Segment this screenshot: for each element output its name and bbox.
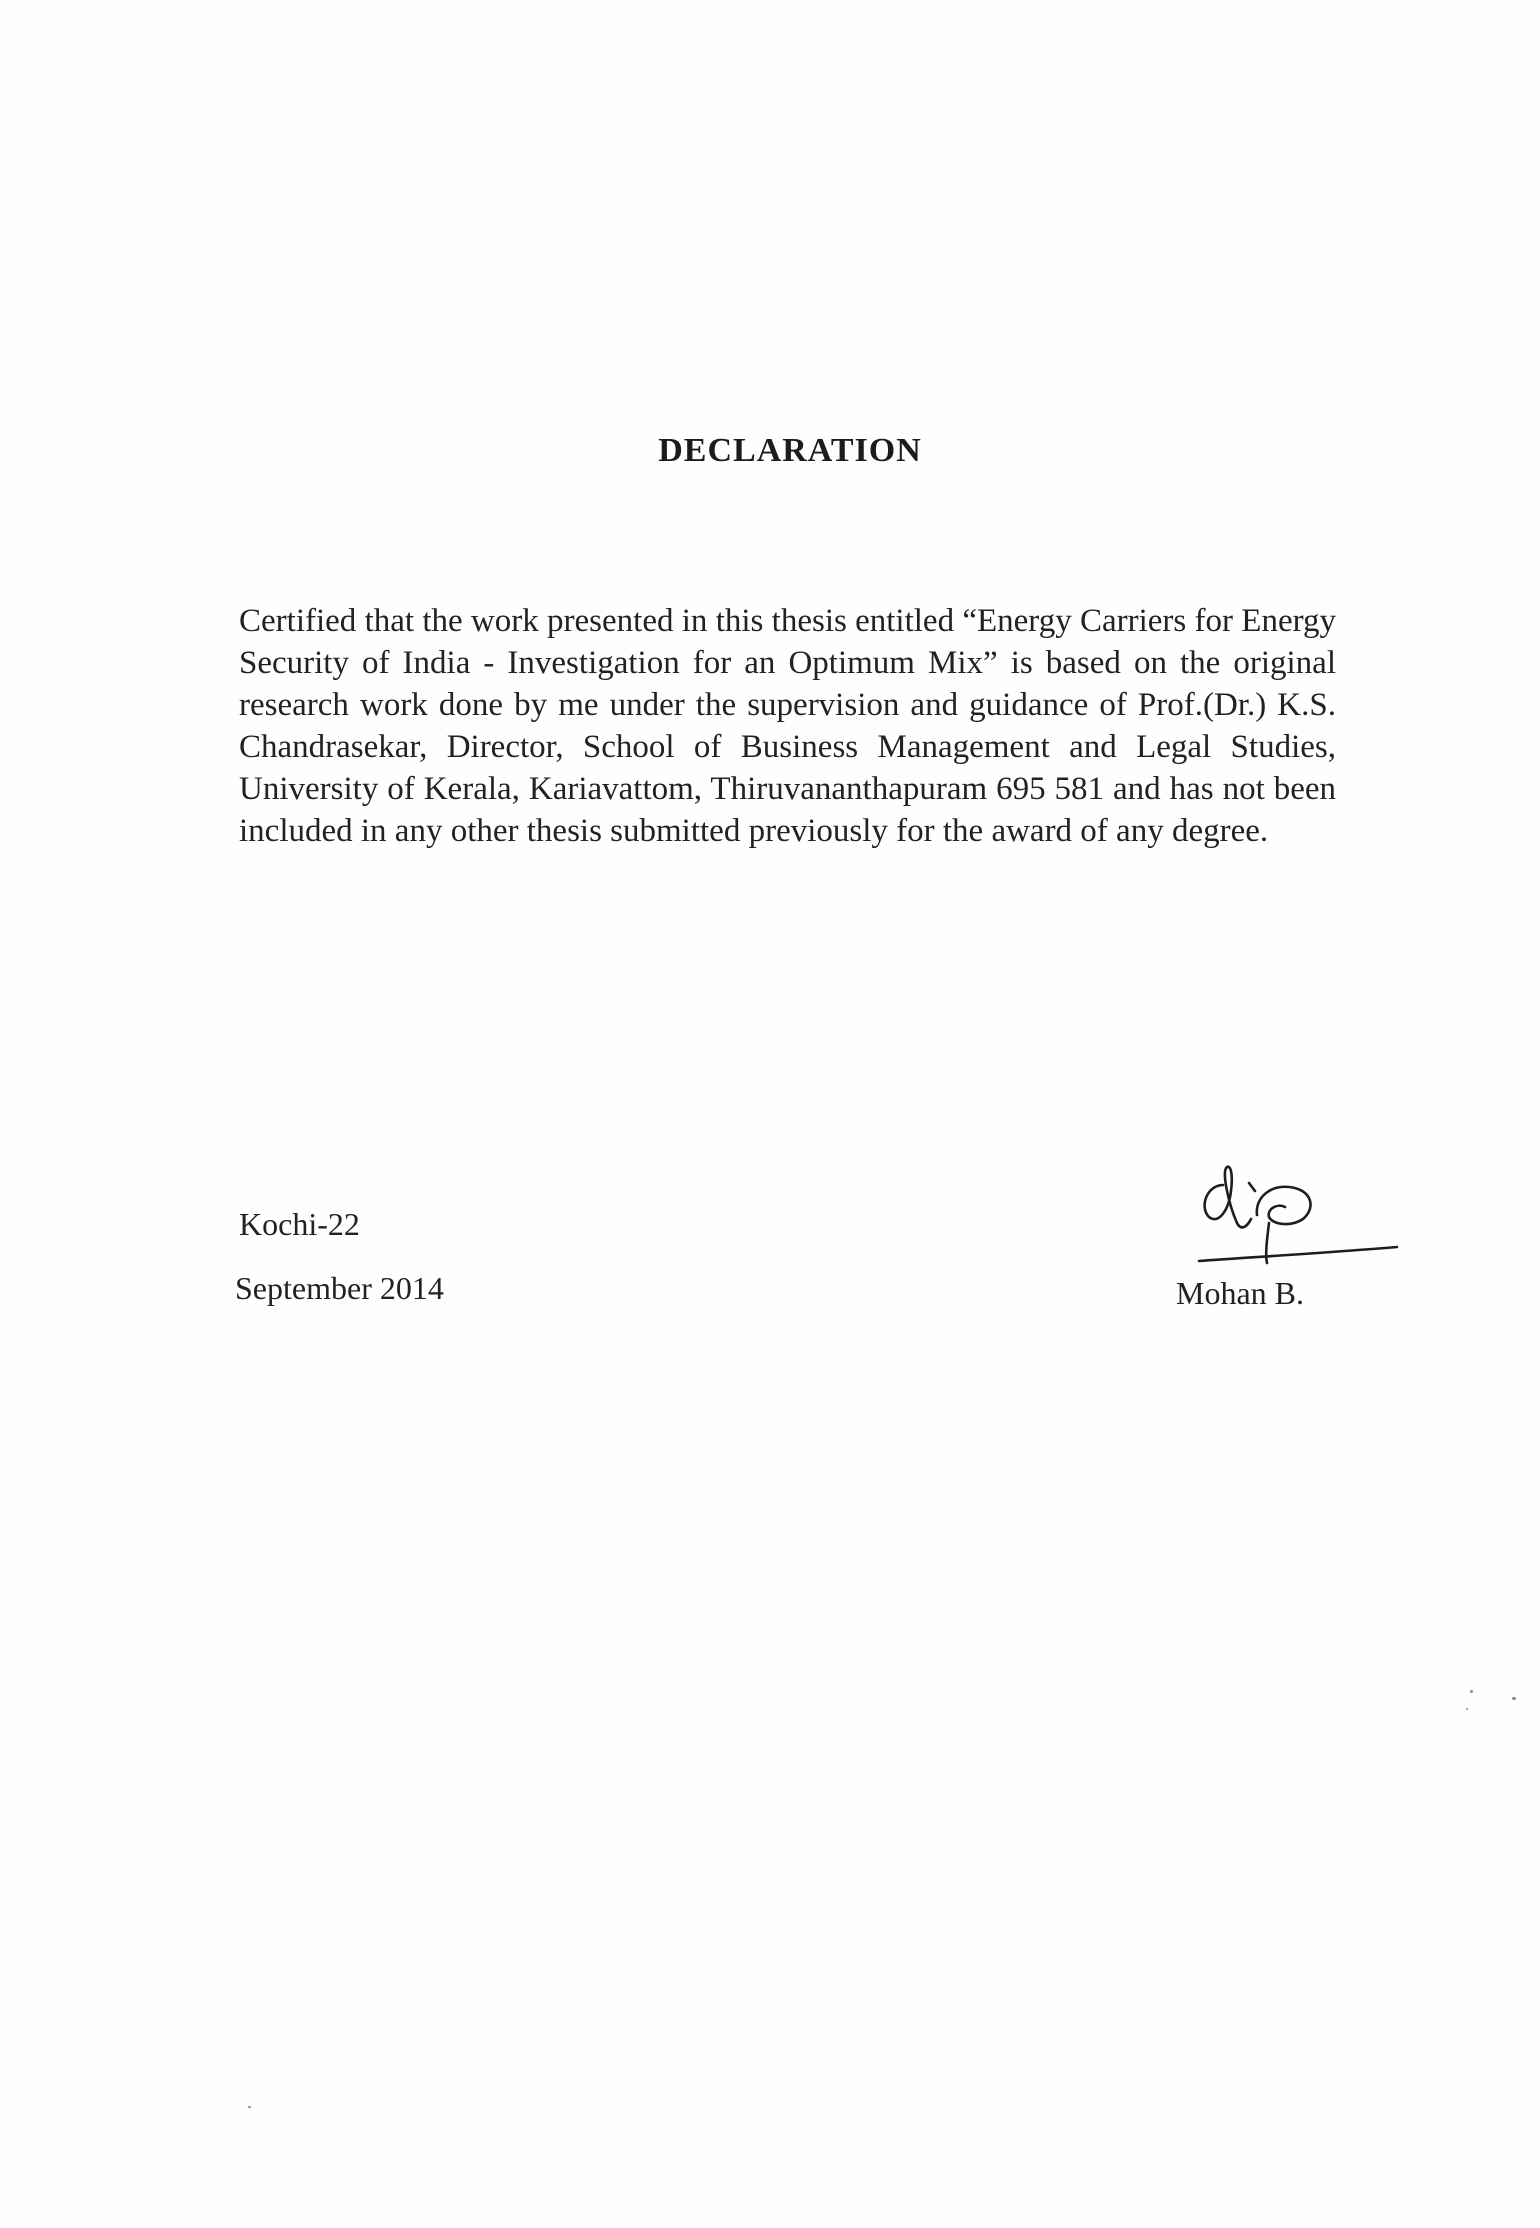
signature-image bbox=[1185, 1145, 1405, 1275]
scan-speck bbox=[1512, 1697, 1516, 1700]
date-text: September 2014 bbox=[235, 1270, 444, 1306]
signer-name: Mohan B. bbox=[1176, 1275, 1304, 1311]
scan-speck bbox=[248, 2106, 251, 2108]
declaration-body: Certified that the work presented in this thesis entitled “Energy Carriers for Energy Security of India - Investigation for an Optimum Mix” is based on the original research work done by me under the supervision and guidance of Prof.(Dr.) K.S. Chandrasekar, Director, School of Business Management and Legal Studies, University of Kerala, Kariavattom, Thiruvananthapuram 695 581 and has not been included in any other thesis submitted previously for the award of any degree. bbox=[239, 603, 1336, 849]
scan-speck bbox=[1466, 1708, 1468, 1710]
page-title: DECLARATION bbox=[658, 432, 922, 469]
place-text: Kochi-22 bbox=[239, 1206, 360, 1242]
scan-speck bbox=[1470, 1690, 1473, 1693]
